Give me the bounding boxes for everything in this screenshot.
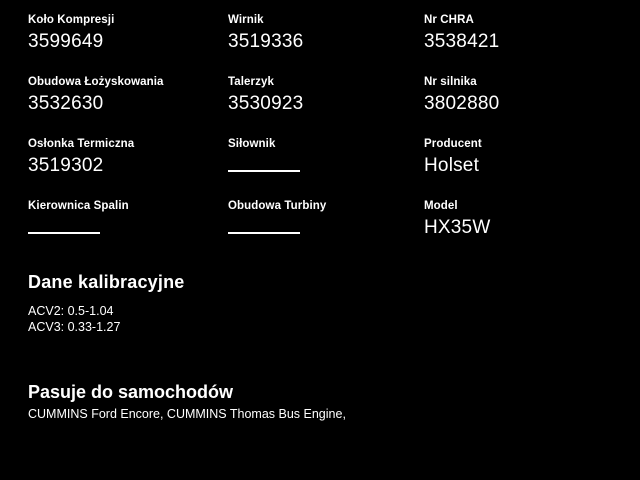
spec-label: Wirnik: [228, 14, 264, 26]
spec-label: Osłonka Termiczna: [28, 138, 135, 150]
spec-item-model: [424, 200, 612, 262]
calibration-values: [28, 303, 184, 335]
spec-item-producent: [424, 138, 612, 200]
calibration-section: [28, 272, 184, 335]
spec-item-nr-silnika: [424, 76, 612, 138]
spec-label: Koło Kompresji: [28, 14, 115, 26]
fits-vehicles-list: CUMMINS Ford Encore, CUMMINS Thomas Bus Engine,: [28, 407, 346, 421]
calibration-title: Dane kalibracyjne: [28, 272, 185, 292]
specs-grid: [28, 14, 612, 262]
spec-item-wirnik: [228, 14, 424, 76]
spec-value-placeholder-line: [228, 232, 300, 234]
spec-label: Siłownik: [228, 138, 276, 150]
spec-item-nr-chra: [424, 14, 612, 76]
spec-value: 3599649: [28, 31, 104, 52]
spec-item-oslonka-termiczna: [28, 138, 228, 200]
fits-vehicles-title: Pasuje do samochodów: [28, 382, 234, 402]
spec-item-kierownica-spalin: [28, 200, 228, 262]
spec-label: Producent: [424, 138, 482, 150]
calibration-line: ACV2: 0.5-1.04: [28, 304, 114, 318]
spec-value: 3532630: [28, 93, 104, 114]
spec-item-silownik: [228, 138, 424, 200]
spec-label: Nr silnika: [424, 76, 477, 88]
spec-value: HX35W: [424, 217, 491, 238]
spec-label: Nr CHRA: [424, 14, 474, 26]
spec-value: 3519302: [28, 155, 104, 176]
spec-value: 3538421: [424, 31, 500, 52]
spec-item-obudowa-lozyskowania: [28, 76, 228, 138]
spec-item-kolo-kompresji: [28, 14, 228, 76]
spec-label: Model: [424, 200, 458, 212]
spec-item-obudowa-turbiny: [228, 200, 424, 262]
spec-label: Kierownica Spalin: [28, 200, 129, 212]
calibration-line: ACV3: 0.33-1.27: [28, 320, 121, 334]
spec-label: Talerzyk: [228, 76, 274, 88]
spec-value-placeholder-line: [228, 170, 300, 172]
spec-value: Holset: [424, 155, 480, 176]
spec-item-talerzyk: [228, 76, 424, 138]
spec-label: Obudowa Łożyskowania: [28, 76, 164, 88]
spec-value: 3519336: [228, 31, 304, 52]
spec-value: 3530923: [228, 93, 304, 114]
fits-vehicles-section: [28, 382, 346, 422]
spec-value-placeholder-line: [28, 232, 100, 234]
spec-label: Obudowa Turbiny: [228, 200, 327, 212]
spec-value: 3802880: [424, 93, 500, 114]
